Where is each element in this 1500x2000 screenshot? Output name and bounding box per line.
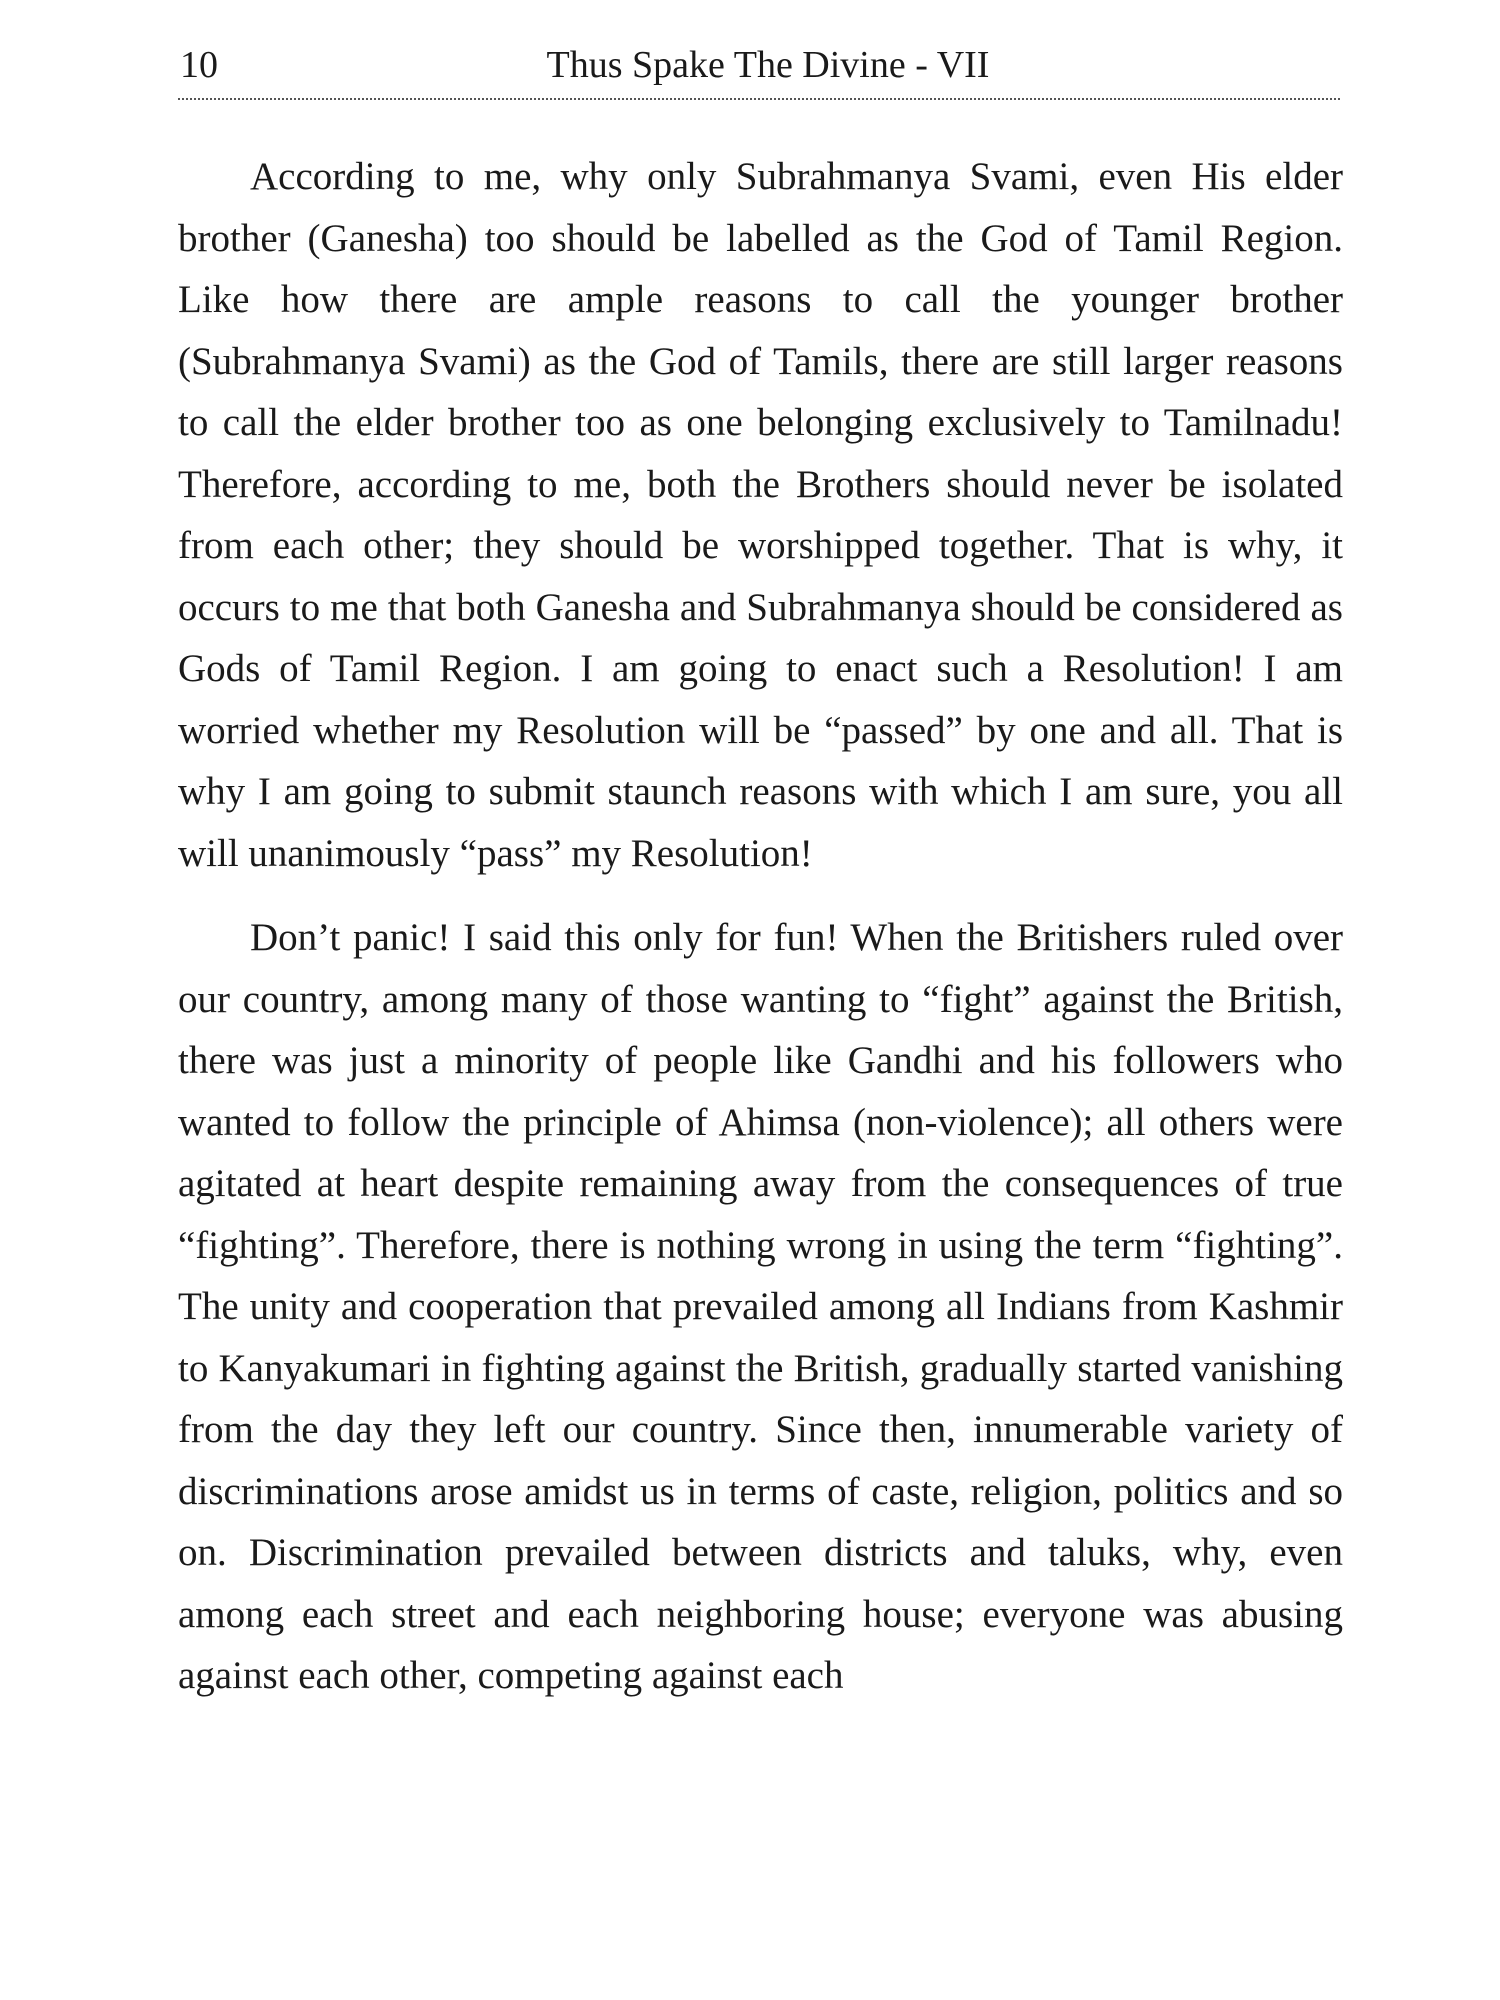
page-number: 10 (180, 44, 218, 86)
body-text (178, 146, 1343, 1707)
book-title: Thus Spake The Divine - VII (546, 44, 990, 86)
running-header (178, 38, 1348, 92)
header-dotted-rule (178, 98, 1340, 100)
paragraph-1: According to me, why only Subrahmanya Svami, even His elder brother (Ganesha) too should be labelled as the God of Tamil Region. Like how there are ample reasons to call the younger brother (Subrahmanya Svami) as the God of Tamils, there are still larger reasons to call the elder brother too as one belonging exclusively to Tamilnadu! Therefore, according to me, both the Brothers should never be isolated from each other; they should be worshipped together. That is why, it occurs to me that both Ganesha and Subrahmanya should be considered as Gods of Tamil Region. I am going to enact such a Resolution! I am worried whether my Resolution will be “passed” by one and all. That is why I am going to submit staunch reasons with which I am sure, you all will unanimously “pass” my Resolution! (178, 155, 1343, 875)
paragraph-2: Don’t panic! I said this only for fun! When the Britishers ruled over our country, among many of those wanting to “fight” against the British, there was just a minority of people like Gandhi and his followers who wanted to follow the principle of Ahimsa (non-violence); all others were agitated at heart despite remaining away from the consequences of true “fighting”. Therefore, there is nothing wrong in using the term “fighting”. The unity and cooperation that prevailed among all Indians from Kashmir to Kanyakumari in fighting against the British, gradually started vanishing from the day they left our country. Since then, innumerable variety of discriminations arose amidst us in terms of caste, religion, politics and so on. Discrimination prevailed between districts and taluks, why, even among each street and each neighboring house; everyone was abusing against each other, competing against each (178, 916, 1343, 1697)
book-page (178, 38, 1348, 1968)
